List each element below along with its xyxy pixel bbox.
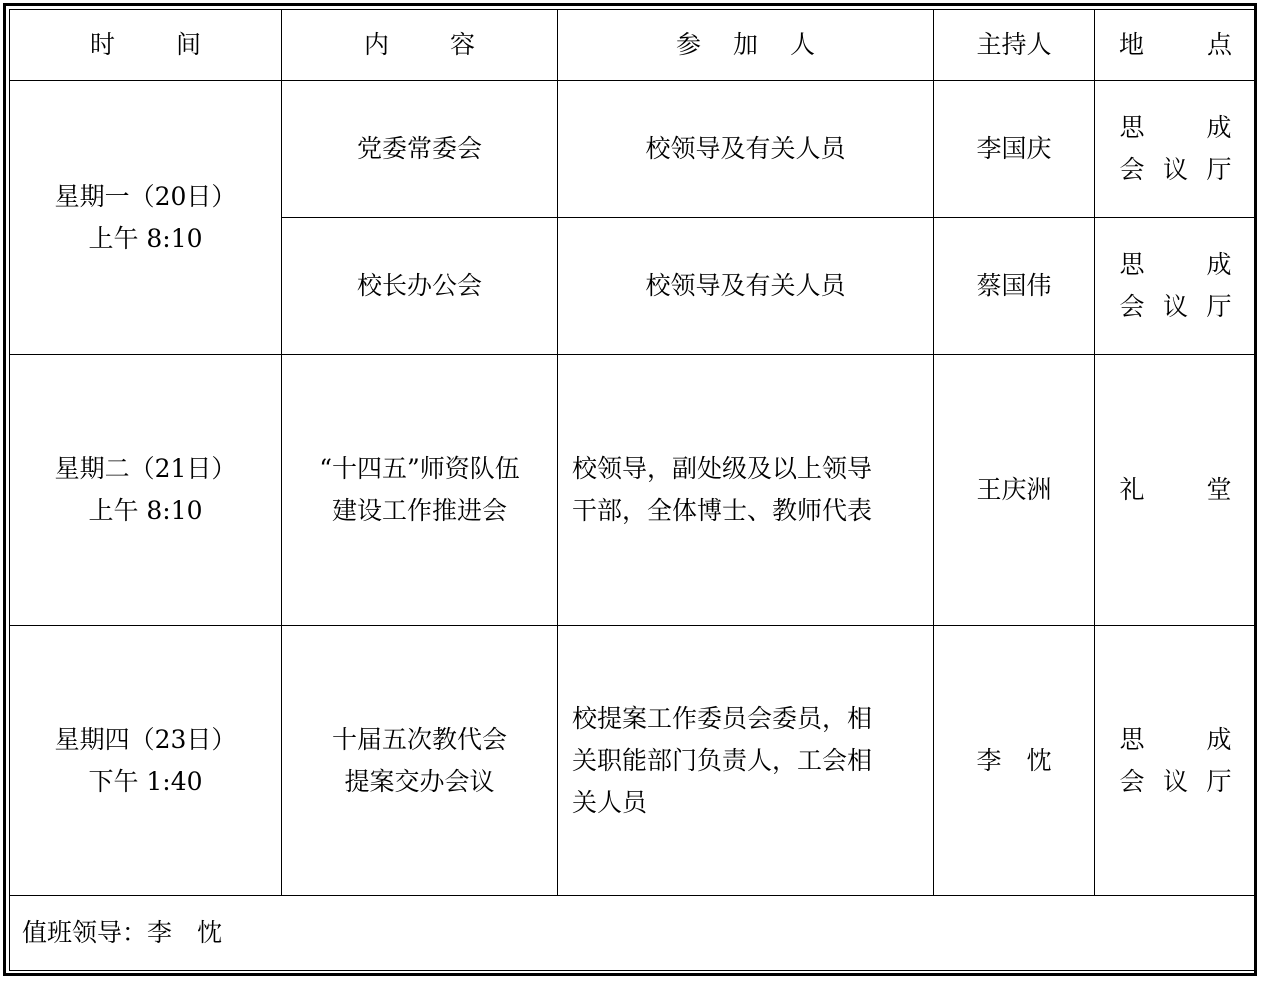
footer-row <box>10 896 1257 971</box>
table-row <box>10 626 1257 896</box>
attendees-cell: 校领导及有关人员 <box>558 81 934 218</box>
header-time: 时 间 <box>10 10 282 81</box>
schedule-table <box>9 9 1257 971</box>
content-cell: 十届五次教代会 提案交办会议 <box>282 626 558 896</box>
host-cell: 蔡国伟 <box>934 218 1095 355</box>
host-cell: 王庆洲 <box>934 355 1095 626</box>
header-place: 地 点 <box>1095 10 1257 81</box>
attendees-cell: 校提案工作委员会委员，相 关职能部门负责人，工会相 关人员 <box>558 626 934 896</box>
header-content: 内 容 <box>282 10 558 81</box>
content-cell: “十四五”师资队伍 建设工作推进会 <box>282 355 558 626</box>
attendees-cell: 校领导，副处级及以上领导 干部，全体博士、教师代表 <box>558 355 934 626</box>
table-row <box>10 355 1257 626</box>
duty-leader: 值班领导：李 忱 <box>10 896 1257 971</box>
host-cell: 李国庆 <box>934 81 1095 218</box>
place-cell: 思 成 会 议 厅 <box>1095 626 1257 896</box>
place-cell: 礼 堂 <box>1095 355 1257 626</box>
time-cell: 星期二（21日） 上午 8:10 <box>10 355 282 626</box>
place-cell: 思 成 会 议 厅 <box>1095 81 1257 218</box>
time-cell: 星期一（20日） 上午 8:10 <box>10 81 282 355</box>
content-cell: 校长办公会 <box>282 218 558 355</box>
header-attendees: 参 加 人 <box>558 10 934 81</box>
table-row <box>10 81 1257 218</box>
header-row <box>10 10 1257 81</box>
attendees-cell: 校领导及有关人员 <box>558 218 934 355</box>
time-cell: 星期四（23日） 下午 1:40 <box>10 626 282 896</box>
content-cell: 党委常委会 <box>282 81 558 218</box>
place-cell: 思 成 会 议 厅 <box>1095 218 1257 355</box>
host-cell: 李 忱 <box>934 626 1095 896</box>
header-host: 主持人 <box>934 10 1095 81</box>
